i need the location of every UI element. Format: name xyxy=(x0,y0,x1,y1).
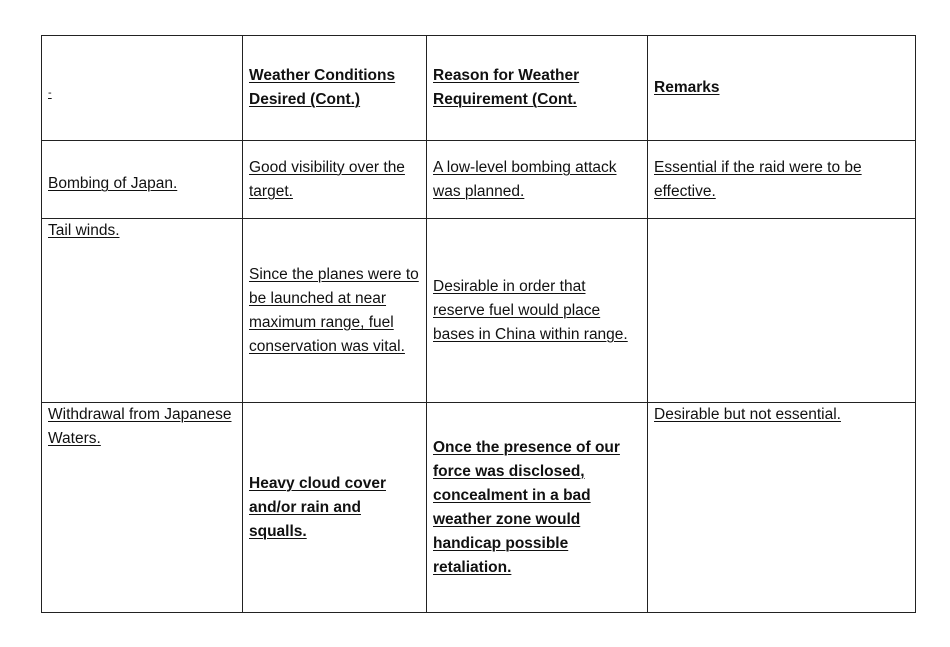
table-row xyxy=(42,219,916,403)
header-cell-blank: - xyxy=(42,36,243,141)
header-cell-weather-conditions: Weather Conditions Desired (Cont.) xyxy=(243,36,427,141)
remarks-cell xyxy=(648,219,916,403)
weather-requirements-table xyxy=(41,35,916,613)
operation-cell: Withdrawal from Japanese Waters. xyxy=(42,403,243,613)
header-cell-reason: Reason for Weather Requirement (Cont. xyxy=(427,36,648,141)
reason-cell: Desirable in order that reserve fuel would place bases in China within range. xyxy=(427,219,648,403)
reason-cell: A low-level bombing attack was planned. xyxy=(427,141,648,219)
conditions-cell: Good visibility over the target. xyxy=(243,141,427,219)
remarks-cell: Essential if the raid were to be effective. xyxy=(648,141,916,219)
conditions-cell: Heavy cloud cover and/or rain and squalls. xyxy=(243,403,427,613)
operation-cell: Tail winds. xyxy=(42,219,243,403)
table-row xyxy=(42,141,916,219)
table-header-row xyxy=(42,36,916,141)
header-cell-remarks: Remarks xyxy=(648,36,916,141)
operation-cell: Bombing of Japan. xyxy=(42,141,243,219)
conditions-cell: Since the planes were to be launched at near maximum range, fuel conservation was vital. xyxy=(243,219,427,403)
remarks-cell: Desirable but not essential. xyxy=(648,403,916,613)
table-row xyxy=(42,403,916,613)
reason-cell: Once the presence of our force was disclosed, concealment in a bad weather zone would handicap possible retaliation. xyxy=(427,403,648,613)
